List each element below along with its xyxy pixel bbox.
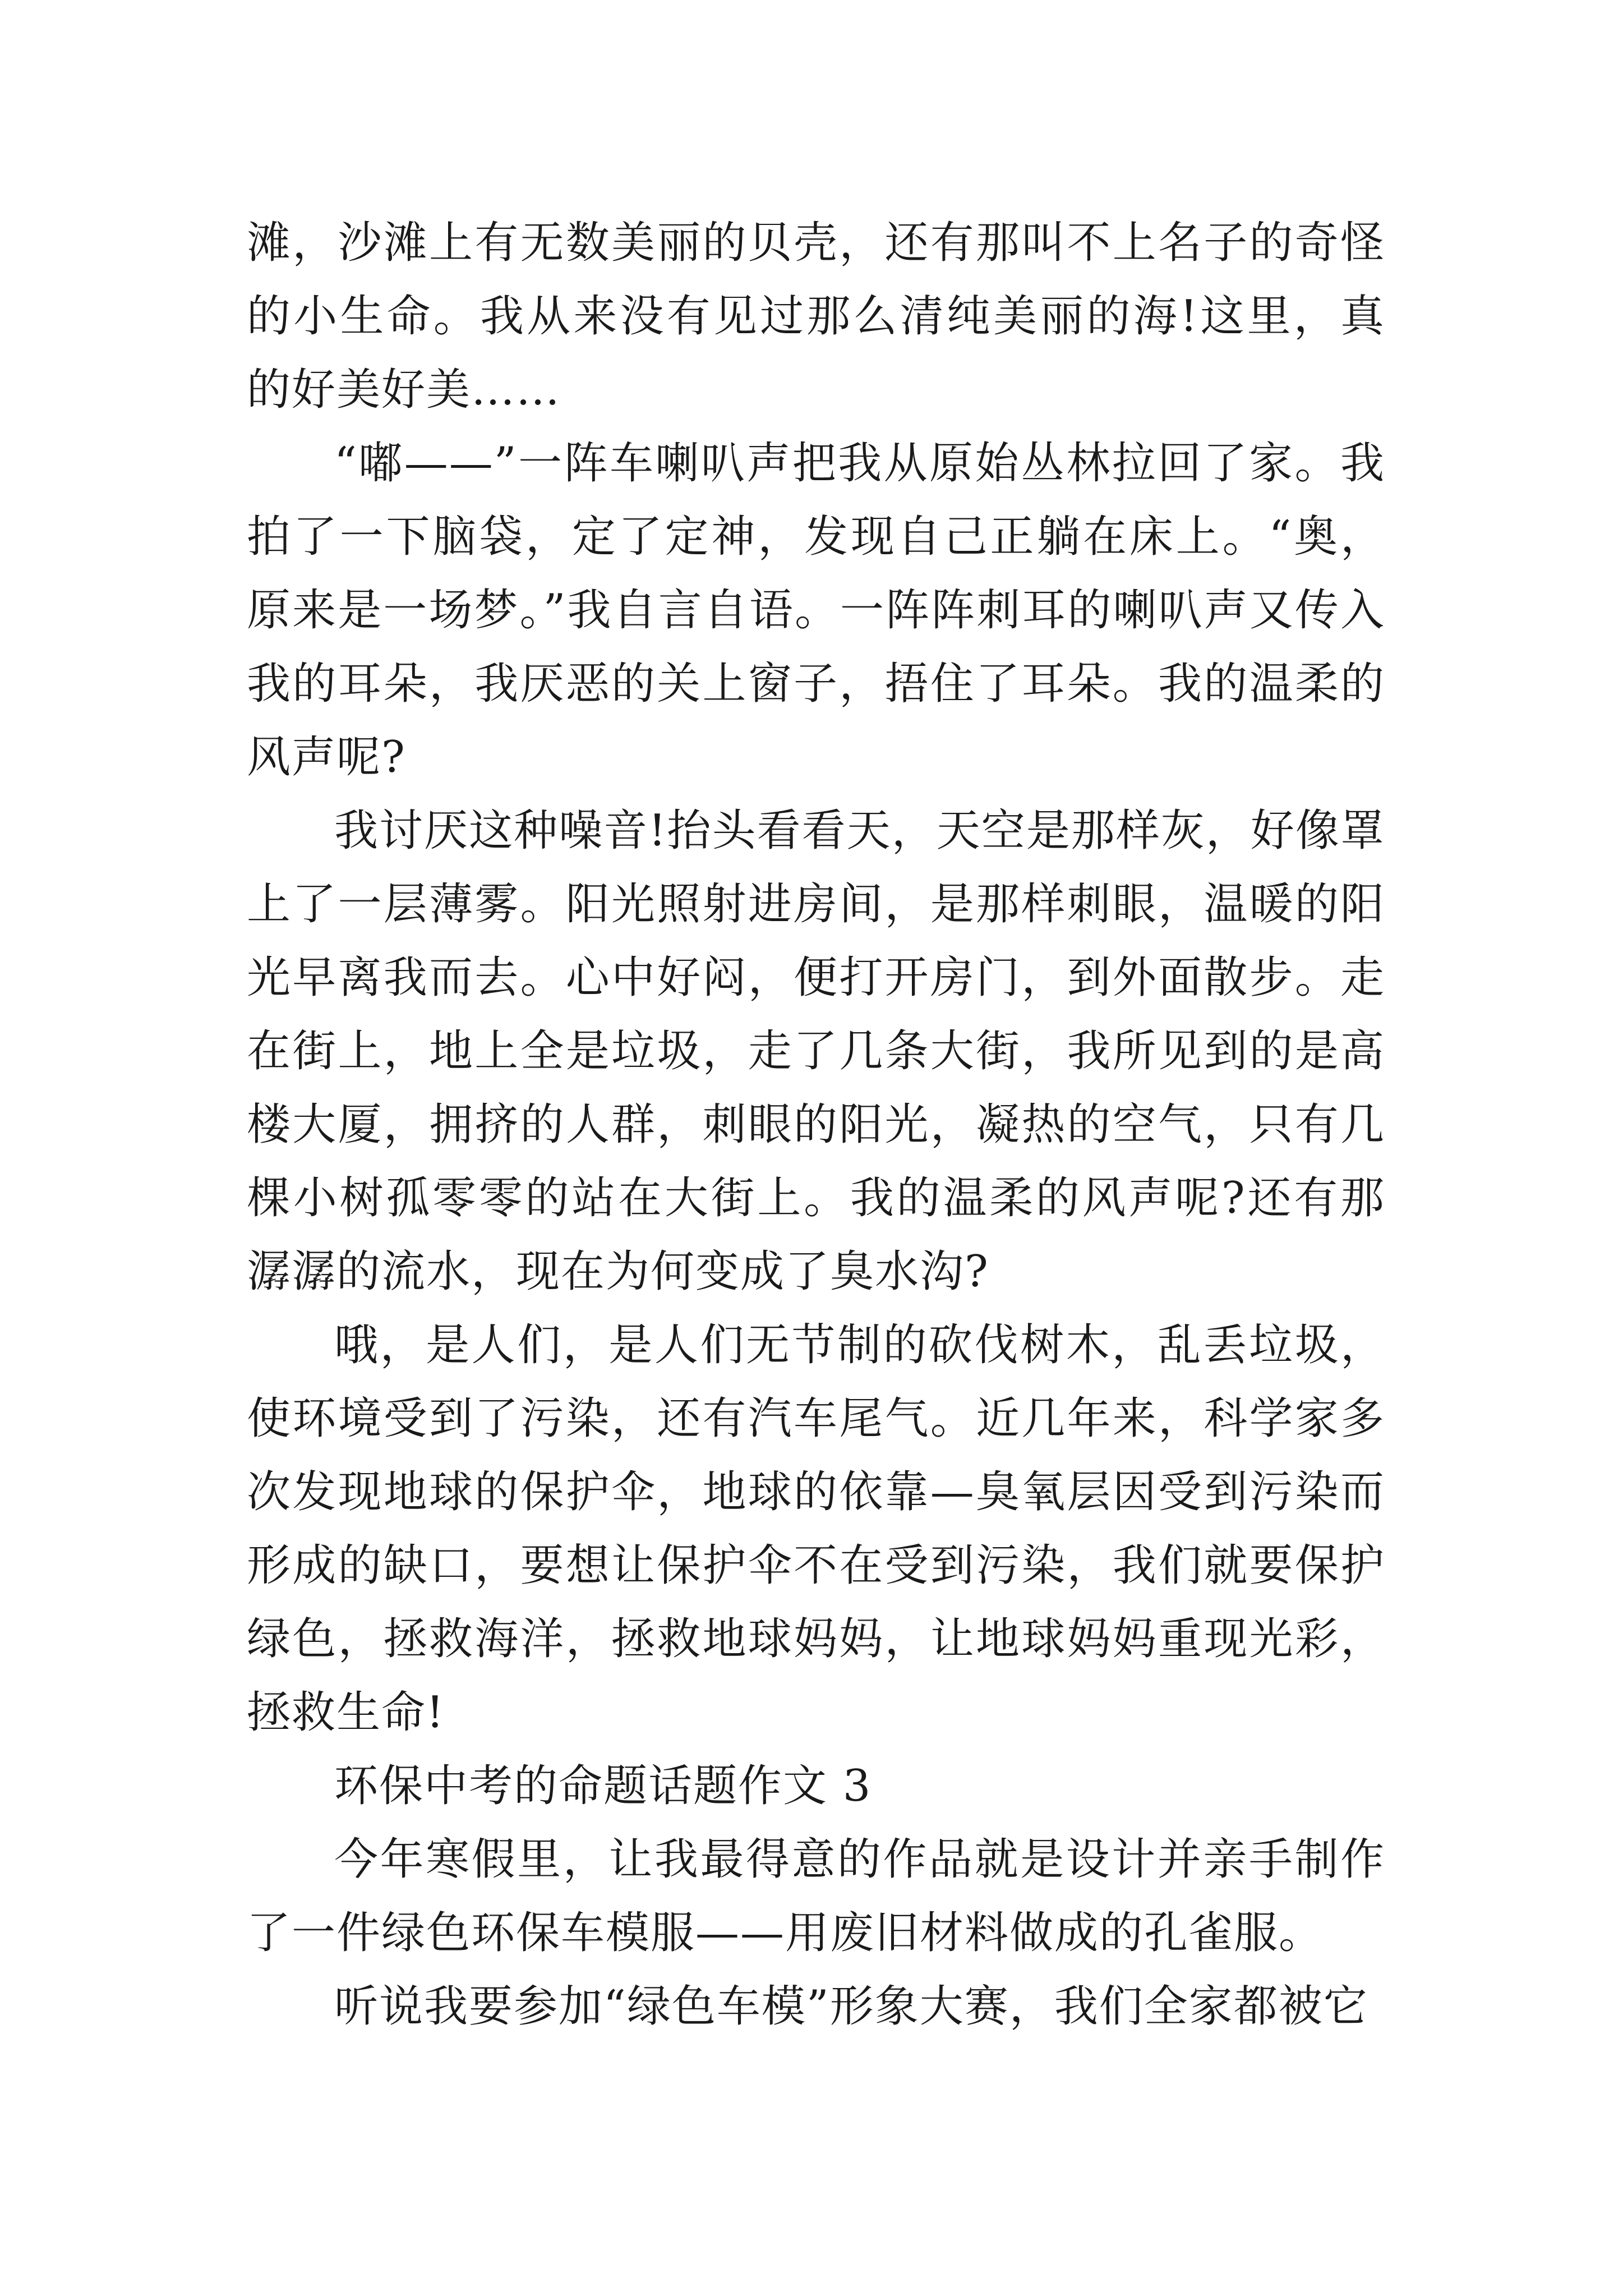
paragraph-1: 滩，沙滩上有无数美丽的贝壳，还有那叫不上名子的奇怪的小生命。我从来没有见过那么清纯美丽的海!这里，真的好美好美…… — [247, 218, 1385, 415]
section-heading: 环保中考的命题话题作文 3 — [334, 1761, 872, 1811]
paragraph-4: 哦，是人们，是人们无节制的砍伐树木，乱丢垃圾，使环境受到了污染，还有汽车尾气。近几年来，科学家多次发现地球的保护伞，地球的依靠—臭氧层因受到污染而形成的缺口，要想让保护伞不在受到污染，我们就要保护绿色，拯救海洋，拯救地球妈妈，让地球妈妈重现光彩，拯救生命! — [247, 1320, 1385, 1738]
paragraph-2: “嘟——”一阵车喇叭声把我从原始丛林拉回了家。我拍了一下脑袋，定了定神，发现自己正躺在床上。“奥，原来是一场梦。”我自言自语。一阵阵刺耳的喇叭声又传入我的耳朵，我厌恶的关上窗子，捂住了耳朵。我的温柔的风声呢? — [247, 438, 1385, 783]
paragraph-3: 我讨厌这种噪音!抬头看看天，天空是那样灰，好像罩上了一层薄雾。阳光照射进房间，是那样刺眼，温暖的阳光早离我而去。心中好闷，便打开房门，到外面散步。走在街上，地上全是垃圾，走了几条大街，我所见到的是高楼大厦，拥挤的人群，刺眼的阳光，凝热的空气，只有几棵小树孤零零的站在大街上。我的温柔的风声呢?还有那潺潺的流水，现在为何变成了臭水沟? — [247, 806, 1385, 1297]
document-body — [247, 206, 1385, 2044]
paragraph-5: 今年寒假里，让我最得意的作品就是设计并亲手制作了一件绿色环保车模服——用废旧材料做成的孔雀服。 — [247, 1834, 1385, 1958]
paragraph-6: 听说我要参加“绿色车模”形象大赛，我们全家都被它 — [334, 1981, 1368, 2032]
